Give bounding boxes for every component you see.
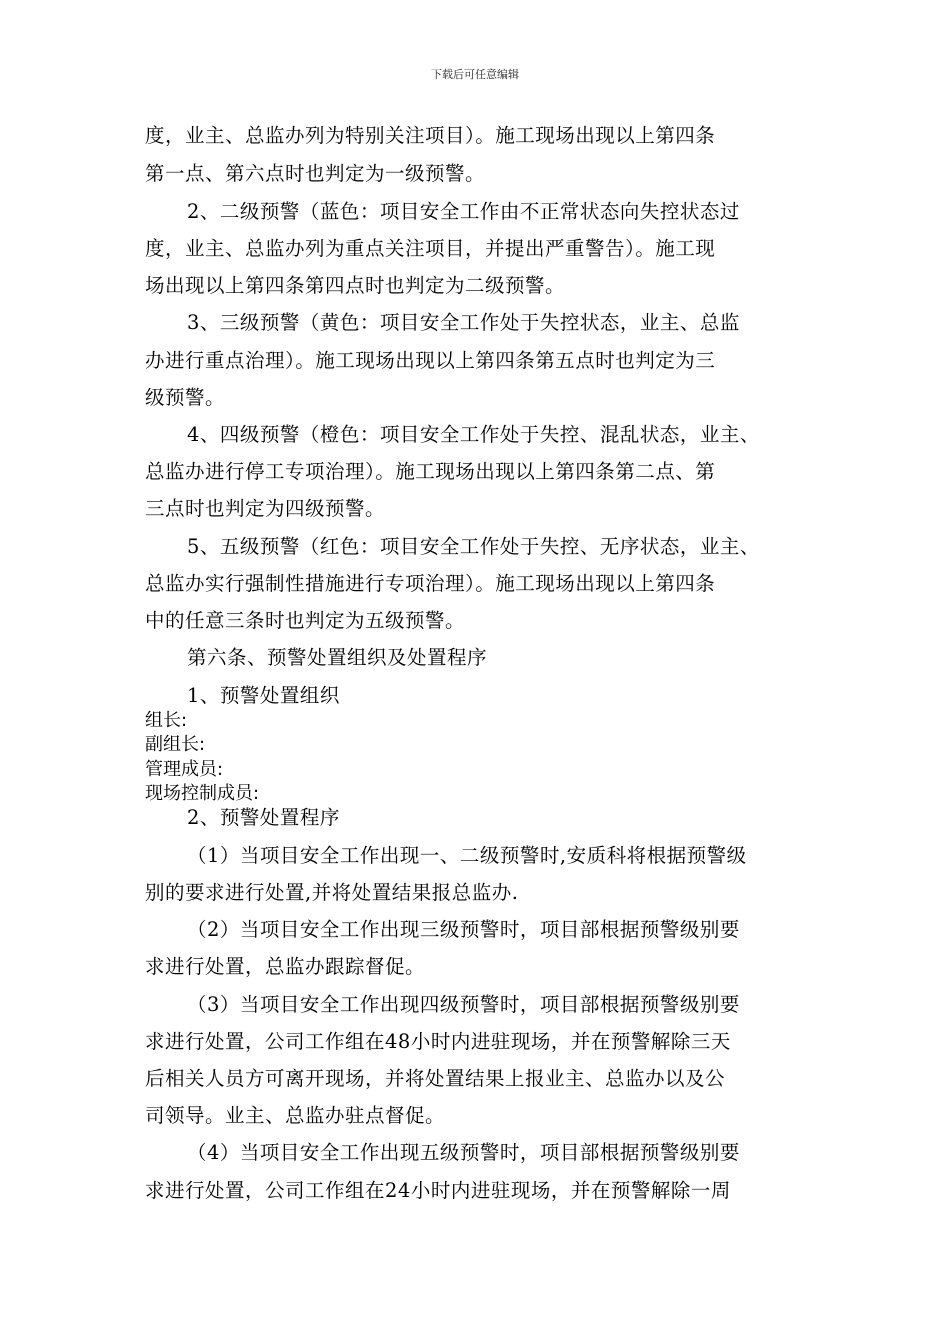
paragraph-line: （3）当项目安全工作出现四级预警时，项目部根据预警级别要 — [187, 993, 740, 1016]
paragraph-line: 三点时也判定为四级预警。 — [145, 497, 386, 520]
role-label-site-control-members: 现场控制成员: — [145, 783, 260, 804]
paragraph-line: 司领导。业主、总监办驻点督促。 — [145, 1104, 446, 1127]
paragraph-line: 总监办进行停工专项治理）。施工现场出现以上第四条第二点、第 — [145, 460, 716, 483]
subsection-heading: 1、预警处置组织 — [187, 684, 340, 707]
paragraph-line: 总监办实行强制性措施进行专项治理）。施工现场出现以上第四条 — [145, 572, 716, 595]
paragraph-line: 中的任意三条时也判定为五级预警。 — [145, 609, 466, 632]
paragraph-line: （1）当项目安全工作出现一、二级预警时,安质科将根据预警级 — [187, 844, 747, 867]
paragraph-line: 级预警。 — [145, 386, 226, 409]
paragraph-line: 后相关人员方可离开现场，并将处置结果上报业主、总监办以及公 — [145, 1067, 726, 1090]
paragraph-line: 求进行处置，总监办跟踪督促。 — [145, 955, 426, 978]
paragraph-line: 度，业主、总监办列为重点关注项目，并提出严重警告）。施工现 — [145, 237, 716, 260]
paragraph-line: （4）当项目安全工作出现五级预警时，项目部根据预警级别要 — [187, 1141, 740, 1164]
section-heading: 第六条、预警处置组织及处置程序 — [187, 646, 488, 669]
paragraph-line: 第一点、第六点时也判定为一级预警。 — [145, 162, 486, 185]
page-header: 下载后可任意编辑 — [431, 68, 519, 81]
paragraph-line: 4、四级预警（橙色：项目安全工作处于失控、混乱状态，业主、 — [187, 423, 760, 446]
paragraph-line: 2、二级预警（蓝色：项目安全工作由不正常状态向失控状态过 — [187, 200, 740, 223]
paragraph-line: 场出现以上第四条第四点时也判定为二级预警。 — [145, 274, 566, 297]
paragraph-line: （2）当项目安全工作出现三级预警时，项目部根据预警级别要 — [187, 918, 740, 941]
subsection-heading: 2、预警处置程序 — [187, 806, 340, 829]
paragraph-line: 别的要求进行处置,并将处置结果报总监办. — [145, 881, 519, 904]
paragraph-line: 5、五级预警（红色：项目安全工作处于失控、无序状态，业主、 — [187, 535, 760, 558]
paragraph-line: 办进行重点治理）。施工现场出现以上第四条第五点时也判定为三 — [145, 349, 716, 372]
role-label-leader: 组长: — [145, 710, 188, 731]
paragraph-line: 3、三级预警（黄色：项目安全工作处于失控状态，业主、总监 — [187, 311, 740, 334]
paragraph-line: 度，业主、总监办列为特别关注项目）。施工现场出现以上第四条 — [145, 124, 716, 147]
paragraph-line: 求进行处置，公司工作组在48小时内进驻现场，并在预警解除三天 — [145, 1030, 731, 1053]
paragraph-line: 求进行处置，公司工作组在24小时内进驻现场，并在预警解除一周 — [145, 1179, 731, 1202]
role-label-management-members: 管理成员: — [145, 759, 224, 780]
role-label-deputy-leader: 副组长: — [145, 734, 206, 755]
